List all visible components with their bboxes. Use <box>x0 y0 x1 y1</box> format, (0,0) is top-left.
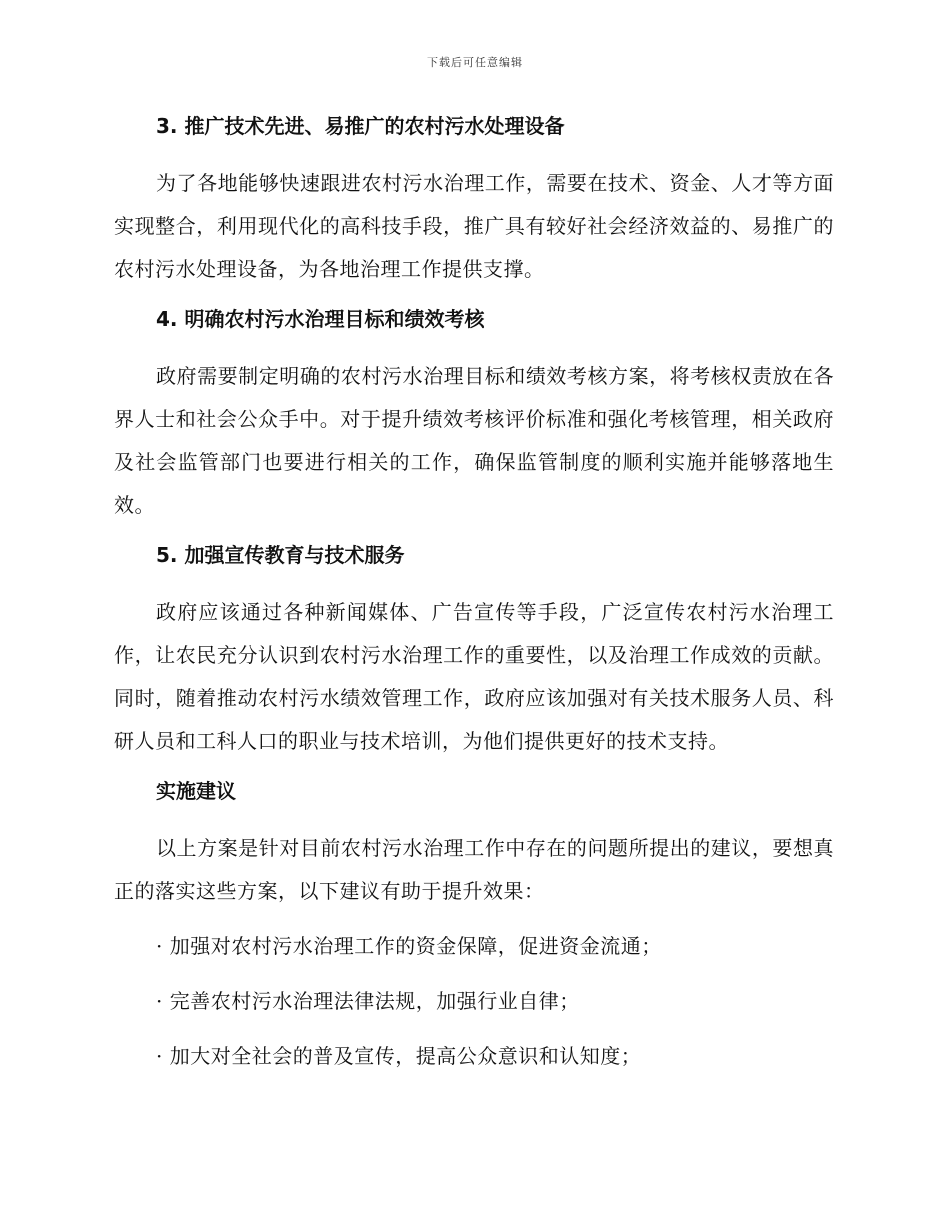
document-body <box>114 110 834 1090</box>
section-heading: 实施建议 <box>156 779 236 803</box>
section-heading: 3. 推广技术先进、易推广的农村污水处理设备 <box>156 114 565 138</box>
section-paragraph: 为了各地能够快速跟进农村污水治理工作，需要在技术、资金、人才等方面实现整合，利用现代化的高科技手段，推广具有较好社会经济效益的、易推广的农村污水处理设备，为各地治理工作提供支撑。 <box>114 171 834 281</box>
list-item: · 完善农村污水治理法律法规，加强行业自律； <box>156 989 580 1013</box>
section-3 <box>114 110 834 291</box>
list-item: · 加强对农村污水治理工作的资金保障，促进资金流通； <box>156 934 662 958</box>
page-header-note: 下载后可任意编辑 <box>427 56 523 69</box>
section-5 <box>114 539 834 763</box>
section-heading: 5. 加强宣传教育与技术服务 <box>156 543 405 567</box>
section-4 <box>114 303 834 527</box>
section-paragraph: 政府需要制定明确的农村污水治理目标和绩效考核方案，将考核权责放在各界人士和社会公众手中。对于提升绩效考核评价标准和强化考核管理，相关政府及社会监管部门也要进行相关的工作，确保监管制度的顺利实施并能够落地生效。 <box>114 364 834 517</box>
section-paragraph: 政府应该通过各种新闻媒体、广告宣传等手段，广泛宣传农村污水治理工作，让农民充分认识到农村污水治理工作的重要性，以及治理工作成效的贡献。同时，随着推动农村污水绩效管理工作，政府应该加强对有关技术服务人员、科研人员和工科人口的职业与技术培训，为他们提供更好的技术支持。 <box>114 600 834 753</box>
section-implementation <box>114 775 834 913</box>
section-heading: 4. 明确农村污水治理目标和绩效考核 <box>156 307 485 331</box>
list-item: · 加大对全社会的普及宣传，提高公众意识和认知度； <box>156 1044 642 1068</box>
section-paragraph: 以上方案是针对目前农村污水治理工作中存在的问题所提出的建议，要想真正的落实这些方案，以下建议有助于提升效果： <box>114 836 834 903</box>
bullet-list <box>114 925 834 1078</box>
